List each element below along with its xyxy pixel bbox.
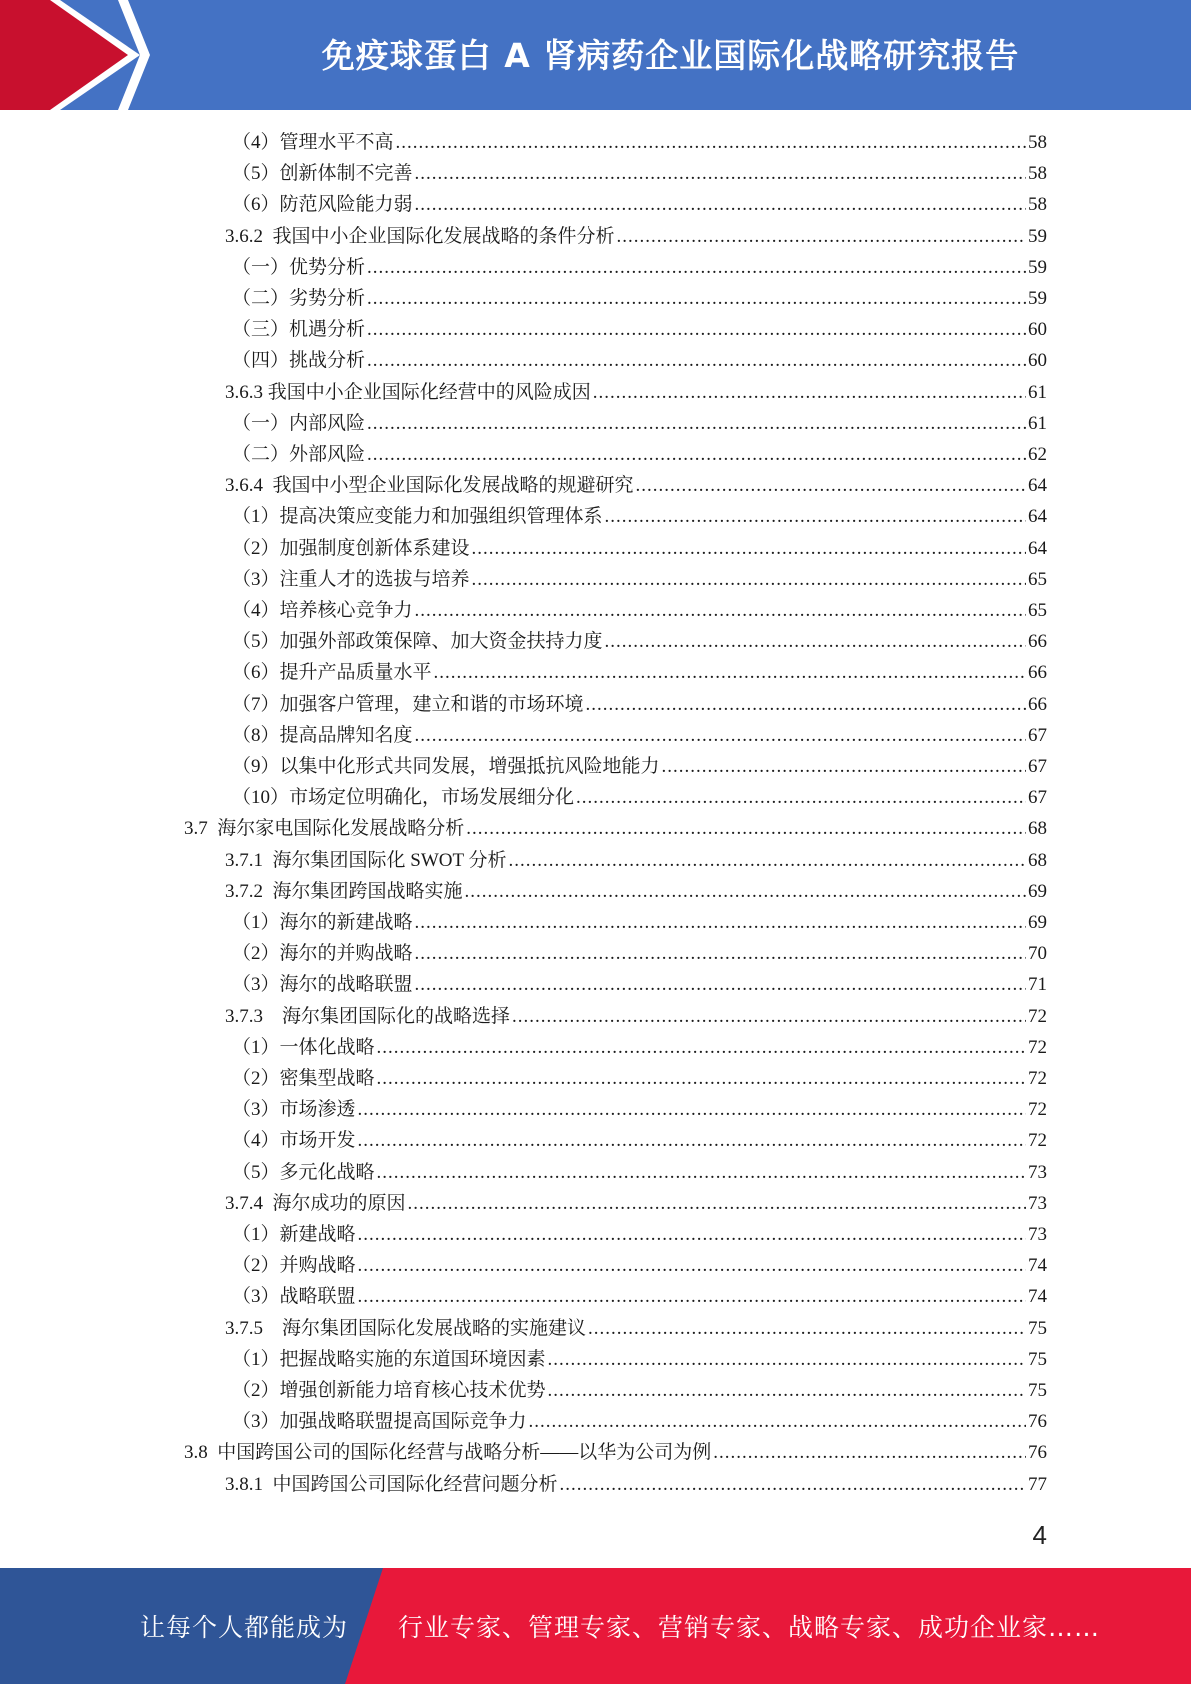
- toc-entry-label: （一）内部风险: [232, 412, 366, 434]
- toc-entry[interactable]: [232, 1063, 1047, 1094]
- toc-entry-label: （二）劣势分析: [232, 288, 366, 309]
- toc-dot-leader: [415, 595, 1026, 626]
- toc-entry-page: 60: [1028, 319, 1047, 341]
- toc-entry[interactable]: [232, 345, 1047, 376]
- toc-dot-leader: [509, 845, 1027, 876]
- toc-entry[interactable]: [232, 1219, 1047, 1250]
- footer-slogan-right: 行业专家、管理专家、营销专家、战略专家、成功企业家……: [398, 1613, 1101, 1642]
- toc-dot-leader: [636, 470, 1026, 501]
- toc-entry-label: 3.7.5 海尔集团国际化发展战略的实施建议: [225, 1317, 587, 1339]
- toc-entry[interactable]: [232, 1032, 1047, 1063]
- toc-entry-label: （1）新建战略: [232, 1224, 356, 1245]
- toc-entry-page: 73: [1028, 1224, 1047, 1245]
- toc-entry-label: （2）增强创新能力培育核心技术优势: [232, 1380, 546, 1401]
- toc-entry[interactable]: [232, 1250, 1047, 1281]
- toc-entry-page: 66: [1028, 631, 1047, 653]
- toc-dot-leader: [377, 1063, 1026, 1094]
- toc-dot-leader: [605, 501, 1026, 532]
- toc-entry-page: 62: [1028, 444, 1047, 465]
- toc-dot-leader: [415, 720, 1026, 751]
- toc-entry-page: 69: [1028, 912, 1047, 933]
- toc-entry[interactable]: [225, 221, 1047, 252]
- toc-dot-leader: [415, 907, 1026, 938]
- toc-entry[interactable]: [232, 595, 1047, 626]
- toc-entry[interactable]: [232, 720, 1047, 751]
- toc-dot-leader: [367, 252, 1026, 283]
- page-footer: [0, 1568, 1191, 1684]
- report-title: 免疫球蛋白 A 肾病药企业国际化战略研究报告: [321, 35, 1020, 75]
- toc-entry-page: 67: [1028, 787, 1047, 809]
- toc-entry-label: （一）优势分析: [232, 256, 366, 278]
- toc-entry[interactable]: [225, 1001, 1047, 1032]
- toc-entry-label: （4）培养核心竞争力: [232, 600, 413, 621]
- toc-entry-label: （9）以集中化形式共同发展，增强抵抗风险地能力: [232, 756, 660, 777]
- toc-entry-label: （2）海尔的并购战略: [232, 943, 413, 965]
- header-arrow-icon: [0, 0, 160, 110]
- toc-entry[interactable]: [232, 1125, 1047, 1156]
- toc-dot-leader: [415, 969, 1026, 1000]
- toc-entry[interactable]: [232, 501, 1047, 532]
- toc-entry-label: （4）管理水平不高: [232, 132, 394, 153]
- toc-entry-page: 70: [1028, 943, 1047, 965]
- toc-entry-label: （3）注重人才的选拔与培养: [232, 568, 470, 590]
- toc-dot-leader: [408, 1188, 1026, 1219]
- toc-entry-label: （10）市场定位明确化，市场发展细分化: [232, 787, 575, 809]
- toc-entry[interactable]: [232, 1406, 1047, 1437]
- toc-entry[interactable]: [232, 907, 1047, 938]
- toc-dot-leader: [358, 1125, 1026, 1156]
- toc-dot-leader: [367, 314, 1026, 345]
- toc-entry[interactable]: [232, 751, 1047, 782]
- page-header: [0, 0, 1191, 110]
- toc-entry[interactable]: [232, 657, 1047, 688]
- toc-dot-leader: [593, 377, 1026, 408]
- toc-entry-page: 64: [1028, 475, 1047, 497]
- toc-dot-leader: [358, 1250, 1026, 1281]
- toc-dot-leader: [586, 689, 1026, 720]
- toc-dot-leader: [377, 1032, 1026, 1063]
- toc-entry-page: 71: [1028, 974, 1047, 996]
- toc-dot-leader: [377, 1157, 1026, 1188]
- toc-dot-leader: [560, 1469, 1026, 1500]
- toc-entry-page: 59: [1028, 288, 1047, 309]
- toc-entry[interactable]: [225, 377, 1047, 408]
- toc-entry-page: 73: [1028, 1161, 1047, 1183]
- toc-dot-leader: [367, 345, 1026, 376]
- toc-dot-leader: [415, 938, 1026, 969]
- toc-entry-page: 58: [1028, 163, 1047, 185]
- toc-dot-leader: [605, 626, 1026, 657]
- toc-entry-page: 68: [1028, 849, 1047, 871]
- toc-entry[interactable]: [232, 938, 1047, 969]
- toc-dot-leader: [529, 1406, 1026, 1437]
- toc-entry[interactable]: [225, 1188, 1047, 1219]
- toc-entry-label: （3）市场渗透: [232, 1099, 356, 1121]
- toc-dot-leader: [713, 1437, 1026, 1468]
- toc-entry-page: 67: [1028, 756, 1047, 777]
- toc-dot-leader: [367, 439, 1026, 470]
- toc-entry-page: 59: [1028, 225, 1047, 247]
- toc-entry[interactable]: [232, 283, 1047, 314]
- toc-dot-leader: [358, 1219, 1026, 1250]
- toc-entry[interactable]: [232, 189, 1047, 220]
- toc-entry-label: 3.8 中国跨国公司的国际化经营与战略分析——以华为公司为例: [184, 1442, 712, 1464]
- toc-entry-page: 66: [1028, 693, 1047, 715]
- toc-dot-leader: [512, 1001, 1026, 1032]
- toc-entry-label: （7）加强客户管理，建立和谐的市场环境: [232, 693, 584, 715]
- toc-dot-leader: [367, 408, 1026, 439]
- toc-entry-label: 3.7.3 海尔集团国际化的战略选择: [225, 1005, 511, 1027]
- toc-dot-leader: [466, 813, 1026, 844]
- toc-entry-page: 73: [1028, 1192, 1047, 1214]
- toc-entry[interactable]: [232, 314, 1047, 345]
- toc-dot-leader: [588, 1313, 1026, 1344]
- toc-entry-label: （2）并购战略: [232, 1255, 356, 1277]
- toc-entry[interactable]: [232, 626, 1047, 657]
- toc-entry-label: （6）提升产品质量水平: [232, 662, 432, 684]
- toc-entry-label: 3.6.4 我国中小型企业国际化发展战略的规避研究: [225, 475, 634, 497]
- toc-dot-leader: [465, 876, 1026, 907]
- toc-entry-page: 65: [1028, 568, 1047, 590]
- toc-entry-label: （1）把握战略实施的东道国环境因素: [232, 1348, 546, 1370]
- toc-entry-page: 75: [1028, 1380, 1047, 1401]
- toc-entry-page: 58: [1028, 132, 1047, 153]
- toc-entry-page: 76: [1028, 1442, 1047, 1464]
- toc-entry-page: 60: [1028, 350, 1047, 372]
- toc-entry-page: 72: [1028, 1099, 1047, 1121]
- toc-dot-leader: [415, 189, 1026, 220]
- toc-entry-label: （4）市场开发: [232, 1130, 356, 1152]
- toc-dot-leader: [576, 782, 1026, 813]
- toc-entry-label: 3.6.2 我国中小企业国际化发展战略的条件分析: [225, 225, 615, 247]
- toc-entry-page: 68: [1028, 818, 1047, 840]
- toc-entry-page: 61: [1028, 381, 1047, 403]
- toc-entry-label: （二）外部风险: [232, 444, 366, 465]
- toc-entry-page: 59: [1028, 256, 1047, 278]
- toc-dot-leader: [472, 533, 1026, 564]
- toc-entry[interactable]: [232, 782, 1047, 813]
- toc-entry-page: 64: [1028, 537, 1047, 559]
- toc-dot-leader: [617, 221, 1026, 252]
- toc-entry-label: （四）挑战分析: [232, 350, 366, 372]
- toc-entry[interactable]: [232, 439, 1047, 470]
- toc-entry-label: 3.6.3 我国中小企业国际化经营中的风险成因: [225, 381, 591, 403]
- toc-entry[interactable]: [232, 1281, 1047, 1312]
- toc-entry-page: 72: [1028, 1036, 1047, 1058]
- toc-entry-page: 72: [1028, 1130, 1047, 1152]
- toc-entry-label: （6）防范风险能力弱: [232, 194, 413, 216]
- toc-entry-label: （5）加强外部政策保障、加大资金扶持力度: [232, 631, 603, 653]
- toc-entry-label: （3）战略联盟: [232, 1286, 356, 1308]
- toc-entry-label: （2）加强制度创新体系建设: [232, 537, 470, 559]
- toc-dot-leader: [548, 1375, 1026, 1406]
- toc-entry-page: 61: [1028, 412, 1047, 434]
- toc-entry-label: 3.7.1 海尔集团国际化 SWOT 分析: [225, 849, 507, 871]
- toc-entry-label: （3）海尔的战略联盟: [232, 974, 413, 996]
- toc-entry-page: 58: [1028, 194, 1047, 216]
- toc-entry-page: 67: [1028, 724, 1047, 746]
- toc-entry-label: 3.7.4 海尔成功的原因: [225, 1192, 406, 1214]
- toc-entry[interactable]: [225, 1469, 1047, 1500]
- toc-entry[interactable]: [232, 252, 1047, 283]
- toc-entry-page: 74: [1028, 1255, 1047, 1277]
- toc-entry-label: （5）多元化战略: [232, 1161, 375, 1183]
- toc-entry-page: 66: [1028, 662, 1047, 684]
- toc-entry-page: 72: [1028, 1005, 1047, 1027]
- toc-entry-page: 64: [1028, 506, 1047, 528]
- toc-entry-label: （2）密集型战略: [232, 1068, 375, 1089]
- toc-entry-page: 65: [1028, 600, 1047, 621]
- toc-entry-label: （三）机遇分析: [232, 319, 366, 341]
- page-number: 4: [1032, 1520, 1047, 1550]
- toc-entry[interactable]: [225, 876, 1047, 907]
- toc-dot-leader: [434, 657, 1026, 688]
- toc-dot-leader: [358, 1094, 1026, 1125]
- toc-entry[interactable]: [232, 969, 1047, 1000]
- toc-entry[interactable]: [184, 1437, 1047, 1468]
- toc-entry[interactable]: [232, 1094, 1047, 1125]
- toc-dot-leader: [367, 283, 1026, 314]
- toc-entry[interactable]: [225, 1313, 1047, 1344]
- toc-entry-page: 75: [1028, 1317, 1047, 1339]
- toc-entry-label: （1）海尔的新建战略: [232, 912, 413, 933]
- toc-dot-leader: [548, 1344, 1026, 1375]
- toc-entry-label: （3）加强战略联盟提高国际竞争力: [232, 1411, 527, 1433]
- toc-entry[interactable]: [225, 470, 1047, 501]
- toc-entry-page: 72: [1028, 1068, 1047, 1089]
- toc-dot-leader: [415, 158, 1026, 189]
- toc-entry[interactable]: [232, 564, 1047, 595]
- toc-entry-label: 3.7.2 海尔集团跨国战略实施: [225, 880, 463, 902]
- toc-entry[interactable]: [232, 158, 1047, 189]
- footer-slogan-left: 让每个人都能成为: [140, 1613, 349, 1642]
- toc-entry-label: （1）提高决策应变能力和加强组织管理体系: [232, 506, 603, 528]
- toc-dot-leader: [662, 751, 1026, 782]
- toc-entry-page: 76: [1028, 1411, 1047, 1433]
- toc-dot-leader: [358, 1281, 1026, 1312]
- toc-entry[interactable]: [232, 408, 1047, 439]
- toc-entry-page: 74: [1028, 1286, 1047, 1308]
- toc-entry-page: 75: [1028, 1348, 1047, 1370]
- toc-entry[interactable]: [232, 1344, 1047, 1375]
- toc-dot-leader: [472, 564, 1026, 595]
- toc-entry[interactable]: [232, 533, 1047, 564]
- toc-entry[interactable]: [232, 1157, 1047, 1188]
- toc-entry-page: 77: [1028, 1473, 1047, 1495]
- toc-entry[interactable]: [184, 813, 1047, 844]
- toc-entry-label: 3.8.1 中国跨国公司国际化经营问题分析: [225, 1473, 558, 1495]
- toc-dot-leader: [396, 127, 1026, 158]
- toc-entry-label: （5）创新体制不完善: [232, 163, 413, 185]
- toc-entry-label: （1）一体化战略: [232, 1036, 375, 1058]
- toc-entry-label: 3.7 海尔家电国际化发展战略分析: [184, 818, 465, 840]
- toc-entry[interactable]: [225, 845, 1047, 876]
- toc-entry-label: （8）提高品牌知名度: [232, 724, 413, 746]
- toc-entry[interactable]: [232, 1375, 1047, 1406]
- toc-entry-page: 69: [1028, 880, 1047, 902]
- toc-entry[interactable]: [232, 127, 1047, 158]
- toc-entry[interactable]: [232, 689, 1047, 720]
